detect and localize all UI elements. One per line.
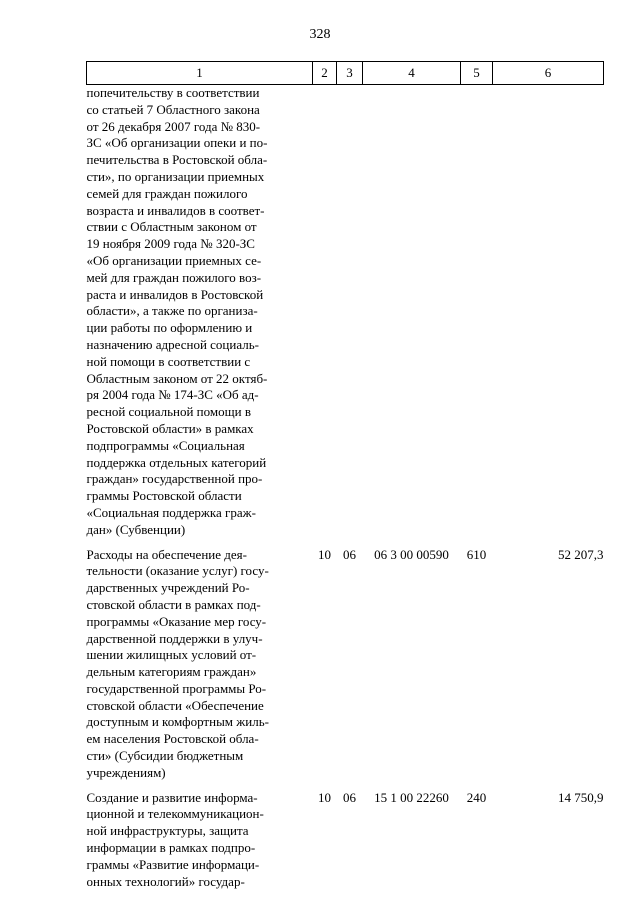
- description-line: информации в рамках подпро-: [86, 840, 256, 856]
- description-line: ной помощи в соответствии с: [86, 353, 251, 369]
- description-line: возраста и инвалидов в соответ-: [86, 202, 265, 218]
- expense-type-code: 610: [466, 546, 487, 562]
- description-line: подпрограммы «Социальная: [86, 437, 245, 453]
- description-line: ной инфраструктуры, защита: [86, 823, 249, 839]
- description-line: семей для граждан пожилого: [86, 185, 248, 201]
- description-line: печительства в Ростовской обла-: [86, 152, 268, 168]
- row-spacer: [87, 782, 604, 790]
- subsection-code: [337, 85, 363, 539]
- description-line: дарственных учреждений Ро-: [86, 580, 250, 596]
- description-line: государственной программы Ро-: [86, 680, 267, 696]
- subsection-code: 06: [343, 789, 356, 805]
- description-line: «Об организации приемных се-: [86, 252, 262, 268]
- description-line: Областным законом от 22 октяб-: [86, 370, 268, 386]
- description-line: дарственной поддержки в улуч-: [86, 630, 263, 646]
- description-line: сти», по организации приемных: [86, 168, 265, 184]
- column-header: 6: [493, 62, 604, 85]
- table-header-row: [87, 62, 604, 85]
- description-line: 19 ноября 2009 года № 320-ЗС: [86, 236, 255, 252]
- column-header: 1: [87, 62, 313, 85]
- spacer-cell: [87, 782, 604, 790]
- description-line: Ростовской области» в рамках: [86, 420, 254, 436]
- description-line: ря 2004 года № 174-ЗС «Об ад-: [86, 387, 259, 403]
- amount: 52 207,3: [558, 546, 604, 562]
- target-article-code: 06 3 00 00590: [374, 546, 449, 562]
- description-line: стовской области «Обеспечение: [86, 697, 264, 713]
- description-line: раста и инвалидов в Ростовской: [86, 286, 264, 302]
- description-line: ционной и телекоммуникацион-: [86, 806, 264, 822]
- spacer-cell: [87, 539, 604, 547]
- description-line: поддержка отдельных категорий: [86, 454, 267, 470]
- column-header: 3: [337, 62, 363, 85]
- description-line: ствии с Областным законом от: [86, 219, 257, 235]
- expense-type-code: [461, 85, 493, 539]
- section-code: 10: [318, 546, 331, 562]
- description-line: дельным категориям граждан»: [86, 664, 257, 680]
- description-line: граждан» государственной про-: [86, 471, 263, 487]
- amount: [493, 85, 604, 539]
- description-line: ЗС «Об организации опеки и по-: [86, 135, 268, 151]
- description-line: со статьей 7 Областного закона: [86, 101, 260, 117]
- column-header: 5: [461, 62, 493, 85]
- description-line: ции работы по оформлению и: [86, 320, 253, 336]
- description-line: «Социальная поддержка граж-: [86, 504, 256, 520]
- row-description: [87, 85, 313, 539]
- row-description: [87, 790, 313, 891]
- table-row: [87, 85, 604, 539]
- table-row: [87, 790, 604, 891]
- description-line: от 26 декабря 2007 года № 830-: [86, 118, 261, 134]
- description-line: доступным и комфортным жиль-: [86, 714, 269, 730]
- description-line: ресной социальной помощи в: [86, 404, 251, 420]
- description-line: дан» (Субвенции): [86, 521, 186, 537]
- section-code: [313, 85, 337, 539]
- column-header: 4: [363, 62, 461, 85]
- description-line: стовской области в рамках под-: [86, 596, 261, 612]
- table-row: [87, 547, 604, 782]
- expense-type-code: 240: [466, 789, 487, 805]
- row-description: [87, 547, 313, 782]
- amount: 14 750,9: [558, 789, 604, 805]
- description-line: мей для граждан пожилого воз-: [86, 269, 262, 285]
- page-number: 328: [309, 27, 331, 42]
- budget-table: [86, 61, 604, 890]
- target-article-code: 15 1 00 22260: [374, 789, 449, 805]
- description-line: области», а также по организа-: [86, 303, 258, 319]
- description-line: сти» (Субсидии бюджетным: [86, 748, 244, 764]
- description-line: граммы Ростовской области: [86, 488, 242, 504]
- description-line: Создание и развитие информа-: [86, 789, 258, 805]
- description-line: программы «Оказание мер госу-: [86, 613, 267, 629]
- description-line: попечительству в соответствии: [86, 85, 260, 100]
- description-line: назначению адресной социаль-: [86, 336, 259, 352]
- subsection-code: 06: [343, 546, 356, 562]
- description-line: онных технологий» государ-: [86, 873, 245, 889]
- description-line: граммы «Развитие информаци-: [86, 856, 260, 872]
- description-line: шении жилищных условий от-: [86, 647, 257, 663]
- table-body: [87, 85, 604, 891]
- description-line: учреждениям): [86, 764, 166, 780]
- section-code: 10: [318, 789, 331, 805]
- description-line: Расходы на обеспечение дея-: [86, 546, 247, 562]
- row-spacer: [87, 539, 604, 547]
- target-article-code: [363, 85, 461, 539]
- column-header: 2: [313, 62, 337, 85]
- description-line: тельности (оказание услуг) госу-: [86, 563, 269, 579]
- description-line: ем населения Ростовской обла-: [86, 731, 259, 747]
